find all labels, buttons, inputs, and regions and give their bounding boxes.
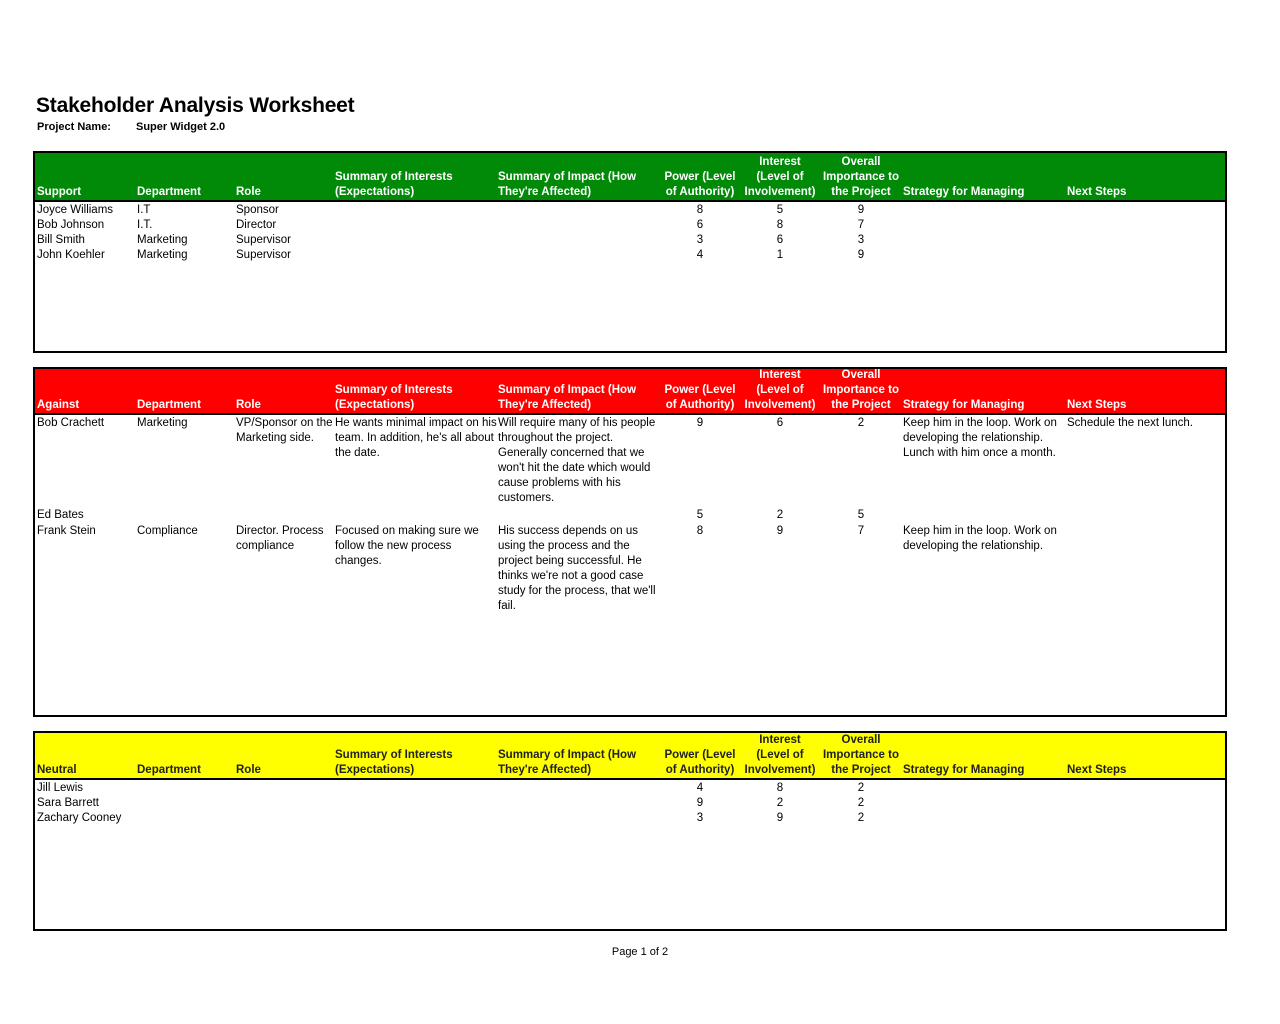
cell-strategy-line: developing the relationship.: [903, 540, 1044, 552]
cell-interests: [335, 416, 497, 461]
cell-impact-line: using the process and the: [498, 540, 630, 552]
against-section: [33, 367, 1227, 717]
header-power-line: Power (Level: [664, 171, 736, 183]
header-department: Department: [137, 399, 201, 411]
cell-next: Schedule the next lunch.: [1067, 417, 1193, 429]
header-interest-line: Interest: [759, 156, 801, 168]
cell-interest: 5: [776, 204, 784, 216]
cell-overall: 9: [857, 204, 865, 216]
project-name-value: Super Widget 2.0: [136, 121, 226, 133]
header-strategy: Strategy for Managing: [903, 764, 1025, 776]
header-power-line: of Authority): [665, 764, 735, 776]
cell-overall: 2: [857, 782, 865, 794]
cell-power: 9: [696, 797, 704, 809]
cell-impact-line: thinks we're not a good case: [498, 570, 644, 582]
cell-name: John Koehler: [37, 249, 105, 261]
cell-impact-line: cause problems with his: [498, 477, 621, 489]
cell-impact-line: project being successful. He: [498, 555, 642, 567]
cell-interests-line: changes.: [335, 555, 382, 567]
header-interest-line: (Level of: [756, 749, 804, 761]
cell-name: Zachary Cooney: [37, 812, 122, 824]
cell-overall: 7: [857, 219, 865, 231]
header-impact: [498, 170, 660, 200]
header-impact-line: Summary of Impact (How: [498, 171, 637, 183]
page-title: Stakeholder Analysis Worksheet: [36, 94, 355, 117]
cell-impact: [498, 524, 660, 614]
header-impact-line: Summary of Impact (How: [498, 384, 637, 396]
cell-role: Director: [236, 219, 277, 231]
header-overall: [821, 733, 901, 778]
cell-interest: 2: [776, 509, 784, 521]
cell-dept: I.T.: [137, 219, 153, 231]
cell-role-line: compliance: [236, 540, 295, 552]
header-overall-line: the Project: [831, 764, 891, 776]
neutral-section: [33, 731, 1227, 931]
cell-interests-line: follow the new process: [335, 540, 452, 552]
cell-name: Bob Johnson: [37, 219, 105, 231]
header-support-label: Support: [37, 186, 82, 198]
against-header: [35, 369, 1225, 415]
cell-strategy: [903, 416, 1065, 461]
header-interest-line: Interest: [759, 734, 801, 746]
header-impact-line: They're Affected): [498, 186, 592, 198]
cell-impact-line: throughout the project.: [498, 432, 614, 444]
cell-power: 3: [696, 234, 704, 246]
cell-interest: 9: [776, 525, 784, 537]
cell-strategy-line: Keep him in the loop. Work on: [903, 417, 1057, 429]
cell-name: Jill Lewis: [37, 782, 84, 794]
header-neutral-label: Neutral: [37, 764, 77, 776]
cell-impact: [498, 416, 660, 506]
project-name-label: Project Name:: [37, 121, 111, 133]
cell-power: 4: [696, 249, 704, 261]
header-interests-line: Summary of Interests: [335, 749, 453, 761]
support-header: [35, 153, 1225, 202]
cell-name: Bill Smith: [37, 234, 85, 246]
page-footer: Page 1 of 2: [611, 946, 669, 958]
header-overall-line: Overall: [841, 734, 881, 746]
cell-power: 6: [696, 219, 704, 231]
header-interests: [335, 383, 497, 413]
cell-role-line: Marketing side.: [236, 432, 314, 444]
header-interests-line: (Expectations): [335, 399, 415, 411]
cell-power: 9: [696, 417, 704, 429]
header-power-line: of Authority): [665, 186, 735, 198]
header-power-line: Power (Level: [664, 384, 736, 396]
header-impact-line: They're Affected): [498, 764, 592, 776]
cell-dept: Marketing: [137, 417, 188, 429]
header-strategy: Strategy for Managing: [903, 399, 1025, 411]
cell-role: [236, 416, 334, 446]
header-role: Role: [236, 764, 261, 776]
cell-strategy-line: Keep him in the loop. Work on: [903, 525, 1057, 537]
header-interest-line: Involvement): [744, 186, 816, 198]
cell-interest: 2: [776, 797, 784, 809]
cell-interests-line: the date.: [335, 447, 380, 459]
cell-name: Sara Barrett: [37, 797, 99, 809]
cell-name: Bob Crachett: [37, 417, 105, 429]
cell-overall: 3: [857, 234, 865, 246]
cell-impact-line: fail.: [498, 600, 516, 612]
header-interest-line: (Level of: [756, 171, 804, 183]
cell-interests: [335, 524, 497, 569]
header-overall: [821, 155, 901, 200]
header-interests-line: Summary of Interests: [335, 171, 453, 183]
cell-dept: I.T: [137, 204, 151, 216]
neutral-header: [35, 733, 1225, 780]
header-department: Department: [137, 764, 201, 776]
cell-interests-line: Focused on making sure we: [335, 525, 479, 537]
header-strategy: Strategy for Managing: [903, 186, 1025, 198]
header-power: [661, 170, 739, 200]
header-interest-line: Involvement): [744, 399, 816, 411]
cell-power: 8: [696, 525, 704, 537]
cell-role: [236, 524, 334, 554]
header-overall-line: Overall: [841, 369, 881, 381]
header-overall: [821, 368, 901, 413]
cell-interest: 8: [776, 219, 784, 231]
cell-overall: 2: [857, 812, 865, 824]
cell-impact-line: Generally concerned that we: [498, 447, 645, 459]
header-interests: [335, 748, 497, 778]
cell-power: 8: [696, 204, 704, 216]
cell-impact-line: won't hit the date which would: [498, 462, 651, 474]
cell-strategy-line: developing the relationship.: [903, 432, 1044, 444]
cell-name: Joyce Williams: [37, 204, 114, 216]
header-role: Role: [236, 186, 261, 198]
header-power-line: Power (Level: [664, 749, 736, 761]
header-overall-line: the Project: [831, 186, 891, 198]
cell-overall: 2: [857, 417, 865, 429]
header-overall-line: Overall: [841, 156, 881, 168]
header-impact-line: They're Affected): [498, 399, 592, 411]
cell-power: 5: [696, 509, 704, 521]
cell-interest: 1: [776, 249, 784, 261]
cell-power: 4: [696, 782, 704, 794]
header-interests-line: (Expectations): [335, 186, 415, 198]
cell-name: Ed Bates: [37, 509, 84, 521]
cell-impact-line: Will require many of his people: [498, 417, 656, 429]
support-section: [33, 151, 1227, 353]
cell-interest: 6: [776, 234, 784, 246]
header-overall-line: Importance to: [822, 384, 900, 396]
header-against-label: Against: [37, 399, 80, 411]
cell-name: Frank Stein: [37, 525, 96, 537]
header-interest: [741, 368, 819, 413]
cell-overall: 7: [857, 525, 865, 537]
header-interest: [741, 733, 819, 778]
cell-role-line: Director. Process: [236, 525, 324, 537]
header-power: [661, 383, 739, 413]
cell-interest: 6: [776, 417, 784, 429]
header-next-steps: Next Steps: [1067, 764, 1127, 776]
cell-dept: Marketing: [137, 249, 188, 261]
header-interest: [741, 155, 819, 200]
cell-overall: 9: [857, 249, 865, 261]
header-power-line: of Authority): [665, 399, 735, 411]
cell-interest: 9: [776, 812, 784, 824]
cell-role: Supervisor: [236, 249, 291, 261]
header-overall-line: Importance to: [822, 171, 900, 183]
header-impact: [498, 383, 660, 413]
cell-dept: Marketing: [137, 234, 188, 246]
cell-interests-line: team. In addition, he's all about: [335, 432, 494, 444]
header-impact: [498, 748, 660, 778]
cell-strategy: [903, 524, 1065, 554]
cell-interests-line: He wants minimal impact on his: [335, 417, 497, 429]
header-power: [661, 748, 739, 778]
header-next-steps: Next Steps: [1067, 186, 1127, 198]
header-overall-line: the Project: [831, 399, 891, 411]
cell-dept: Compliance: [137, 525, 198, 537]
header-overall-line: Importance to: [822, 749, 900, 761]
cell-role: Supervisor: [236, 234, 291, 246]
header-interest-line: Involvement): [744, 764, 816, 776]
header-department: Department: [137, 186, 201, 198]
header-interest-line: Interest: [759, 369, 801, 381]
header-interests-line: (Expectations): [335, 764, 415, 776]
cell-role-line: VP/Sponsor on the: [236, 417, 333, 429]
cell-overall: 2: [857, 797, 865, 809]
header-impact-line: Summary of Impact (How: [498, 749, 637, 761]
header-next-steps: Next Steps: [1067, 399, 1127, 411]
cell-interest: 8: [776, 782, 784, 794]
cell-overall: 5: [857, 509, 865, 521]
cell-impact-line: His success depends on us: [498, 525, 638, 537]
cell-impact-line: customers.: [498, 492, 555, 504]
header-interest-line: (Level of: [756, 384, 804, 396]
cell-role: Sponsor: [236, 204, 279, 216]
header-interests-line: Summary of Interests: [335, 384, 453, 396]
cell-strategy-line: Lunch with him once a month.: [903, 447, 1056, 459]
header-role: Role: [236, 399, 261, 411]
cell-power: 3: [696, 812, 704, 824]
header-interests: [335, 170, 497, 200]
cell-impact-line: study for the process, that we'll: [498, 585, 656, 597]
